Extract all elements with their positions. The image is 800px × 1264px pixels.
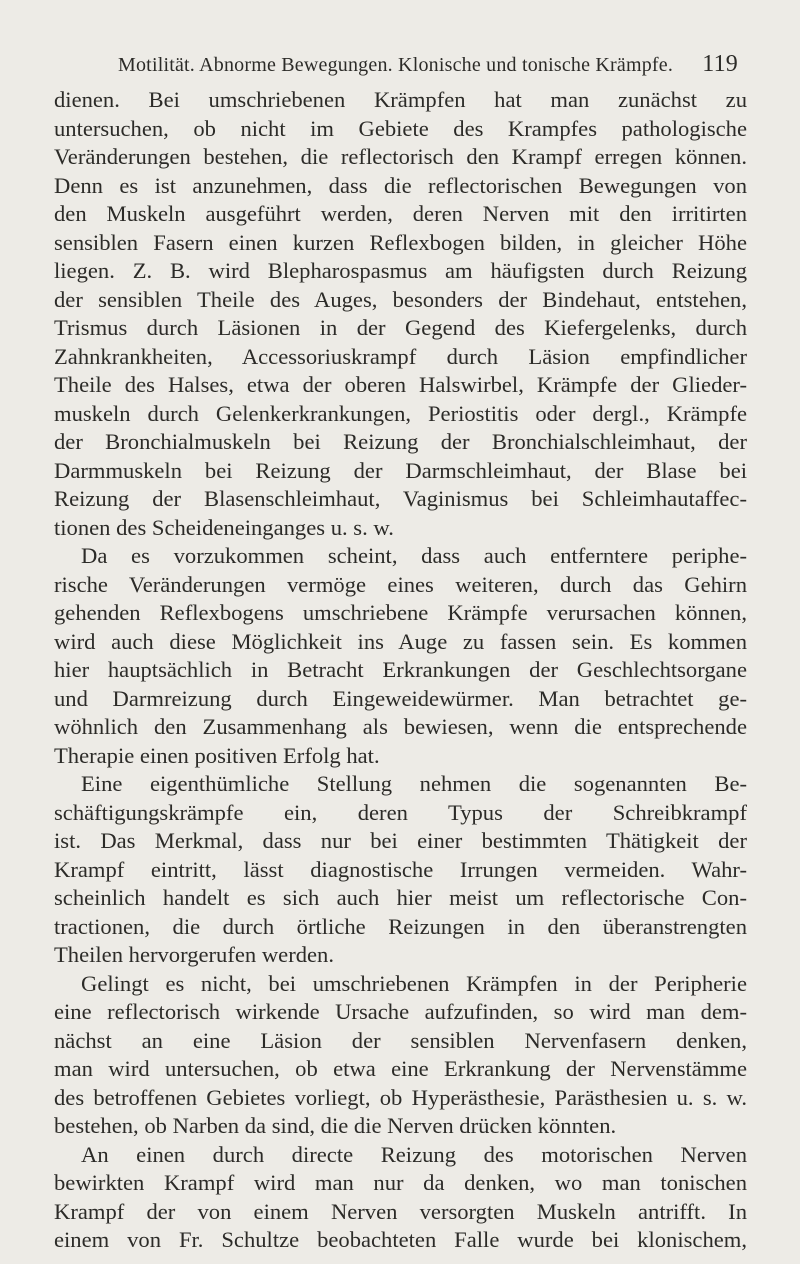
text-line: Theile des Halses, etwa der oberen Halswirbel, Krämpfe der Glieder- <box>54 372 747 397</box>
text-line: sensiblen Fasern einen kurzen Reflexbogen bilden, in gleicher Höhe <box>54 229 747 255</box>
running-head-title: Motilität. Abnorme Bewegungen. Klonische und tonische Krämpfe. <box>118 54 674 76</box>
text-line: gehenden Reflexbogens umschriebene Krämpfe verursachen können, <box>54 600 747 625</box>
text-line: Krampf der von einem Nerven versorgten Muskeln antrifft. In <box>54 1198 747 1224</box>
text-line: Krampf eintritt, lässt diagnostische Irrungen vermeiden. Wahr- <box>54 856 747 882</box>
text-line: der Bronchialmuskeln bei Reizung der Bronchialschleimhaut, der <box>54 429 747 454</box>
text-line: und Darmreizung durch Eingeweidewürmer. Man betrachtet ge- <box>54 685 747 711</box>
text-line: wöhnlich den Zusammenhang als bewiesen, wenn die entsprechende <box>54 714 747 739</box>
text-line: einem von Fr. Schultze beobachteten Falle wurde bei klonischem, <box>54 1227 747 1252</box>
text-line: tionen des Scheideneinganges u. s. w. <box>54 514 394 540</box>
text-line: liegen. Z. B. wird Blepharospasmus am häufigsten durch Reizung <box>54 258 747 283</box>
page-number: 119 <box>702 51 738 77</box>
text-line: man wird untersuchen, ob etwa eine Erkrankung der Nervenstämme <box>54 1056 747 1081</box>
text-line: eine reflectorisch wirkende Ursache aufzufinden, so wird man dem- <box>54 999 747 1024</box>
text-line: des betroffenen Gebietes vorliegt, ob Hyperästhesie, Parästhesien u. s. w. <box>54 1084 747 1110</box>
text-line: Eine eigenthümliche Stellung nehmen die sogenannten Be- <box>81 771 747 796</box>
text-line: Gelingt es nicht, bei umschriebenen Krämpfen in der Peripherie <box>81 970 747 996</box>
text-line: Da es vorzukommen scheint, dass auch entferntere periphe- <box>81 543 747 568</box>
text-line: Reizung der Blasenschleimhaut, Vaginismus bei Schleimhautaffec- <box>54 486 747 511</box>
text-line: bestehen, ob Narben da sind, die die Nerven drücken könnten. <box>54 1113 617 1138</box>
text-line: dienen. Bei umschriebenen Krämpfen hat man zunächst zu <box>54 87 747 112</box>
text-line: tractionen, die durch örtliche Reizungen in den überanstrengten <box>54 913 747 939</box>
text-line: Theilen hervorgerufen werden. <box>54 942 334 967</box>
text-line: ist. Das Merkmal, dass nur bei einer bestimmten Thätigkeit der <box>54 828 747 853</box>
text-line: wird auch diese Möglichkeit ins Auge zu fassen sein. Es kommen <box>54 628 747 654</box>
text-line: Denn es ist anzunehmen, dass die reflectorischen Bewegungen von <box>54 172 747 198</box>
text-line: Veränderungen bestehen, die reflectorisch den Krampf erregen können. <box>54 144 747 169</box>
text-line: den Muskeln ausgeführt werden, deren Nerven mit den irritirten <box>54 201 747 226</box>
text-line: Zahnkrankheiten, Accessoriuskrampf durch Läsion empfindlicher <box>54 343 747 369</box>
body-text <box>54 86 747 1255</box>
text-line: Trismus durch Läsionen in der Gegend des Kiefergelenks, durch <box>54 315 747 340</box>
text-line: An einen durch directe Reizung des motorischen Nerven <box>81 1141 747 1167</box>
text-line: der sensiblen Theile des Auges, besonders der Bindehaut, entstehen, <box>54 286 747 312</box>
text-line: Darmmuskeln bei Reizung der Darmschleimhaut, der Blase bei <box>54 457 747 483</box>
text-line: hier hauptsächlich in Betracht Erkrankungen der Geschlechtsorgane <box>54 657 747 682</box>
text-line: schäftigungskrämpfe ein, deren Typus der Schreibkrampf <box>54 799 747 825</box>
text-line: muskeln durch Gelenkerkrankungen, Periostitis oder dergl., Krämpfe <box>54 400 747 426</box>
text-line: untersuchen, ob nicht im Gebiete des Krampfes pathologische <box>54 115 747 141</box>
text-line: nächst an eine Läsion der sensiblen Nervenfasern denken, <box>54 1027 747 1053</box>
running-head <box>118 51 738 84</box>
text-line: Therapie einen positiven Erfolg hat. <box>54 742 380 768</box>
text-line: scheinlich handelt es sich auch hier meist um reflectorische Con- <box>54 885 747 910</box>
text-line: rische Veränderungen vermöge eines weiteren, durch das Gehirn <box>54 571 747 597</box>
text-line: bewirkten Krampf wird man nur da denken, wo man tonischen <box>54 1170 747 1195</box>
